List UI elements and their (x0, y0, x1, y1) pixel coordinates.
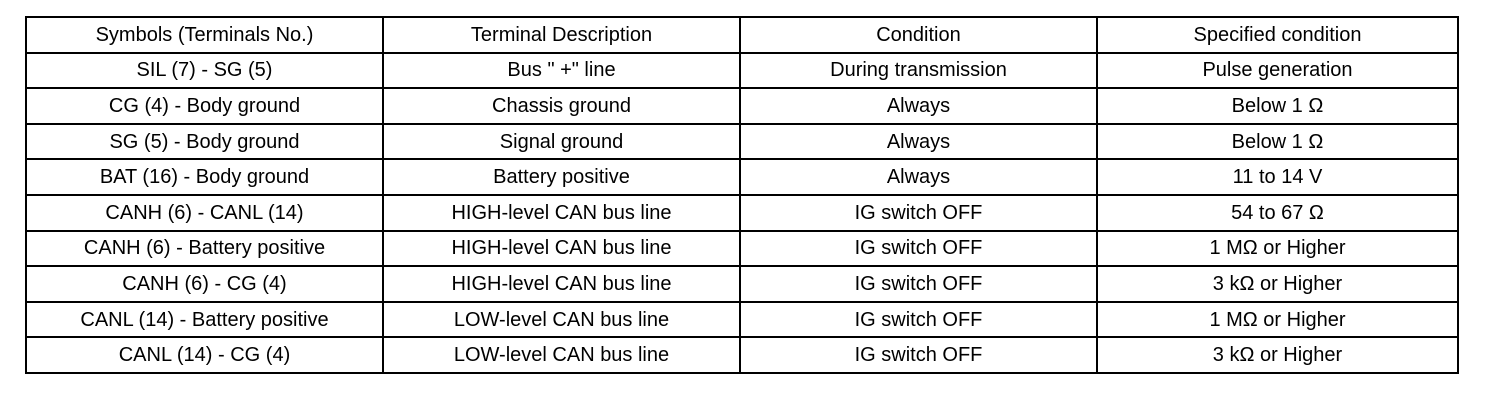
header-terminal-description: Terminal Description (383, 17, 740, 53)
cell-condition: IG switch OFF (740, 302, 1097, 338)
cell-terminal-description: HIGH-level CAN bus line (383, 231, 740, 267)
cell-specified-condition: Pulse generation (1097, 53, 1458, 89)
table-row (26, 53, 1458, 89)
cell-specified-condition: Below 1 Ω (1097, 88, 1458, 124)
cell-symbols: CANL (14) - CG (4) (26, 337, 383, 373)
table-row (26, 159, 1458, 195)
cell-symbols: SG (5) - Body ground (26, 124, 383, 160)
cell-condition: Always (740, 159, 1097, 195)
cell-terminal-description: HIGH-level CAN bus line (383, 266, 740, 302)
cell-condition: Always (740, 88, 1097, 124)
header-specified-condition: Specified condition (1097, 17, 1458, 53)
cell-symbols: SIL (7) - SG (5) (26, 53, 383, 89)
table-row (26, 231, 1458, 267)
cell-specified-condition: 54 to 67 Ω (1097, 195, 1458, 231)
header-condition: Condition (740, 17, 1097, 53)
cell-specified-condition: 11 to 14 V (1097, 159, 1458, 195)
cell-terminal-description: LOW-level CAN bus line (383, 337, 740, 373)
cell-symbols: BAT (16) - Body ground (26, 159, 383, 195)
cell-symbols: CG (4) - Body ground (26, 88, 383, 124)
cell-terminal-description: Bus " +" line (383, 53, 740, 89)
cell-specified-condition: 3 kΩ or Higher (1097, 266, 1458, 302)
cell-symbols: CANL (14) - Battery positive (26, 302, 383, 338)
table-row (26, 266, 1458, 302)
cell-specified-condition: 3 kΩ or Higher (1097, 337, 1458, 373)
cell-condition: IG switch OFF (740, 337, 1097, 373)
terminal-spec-table (25, 16, 1459, 374)
cell-terminal-description: Signal ground (383, 124, 740, 160)
cell-symbols: CANH (6) - CG (4) (26, 266, 383, 302)
header-symbols: Symbols (Terminals No.) (26, 17, 383, 53)
cell-condition: IG switch OFF (740, 195, 1097, 231)
table-row (26, 337, 1458, 373)
cell-specified-condition: Below 1 Ω (1097, 124, 1458, 160)
cell-symbols: CANH (6) - Battery positive (26, 231, 383, 267)
cell-terminal-description: LOW-level CAN bus line (383, 302, 740, 338)
table-row (26, 302, 1458, 338)
cell-condition: IG switch OFF (740, 266, 1097, 302)
cell-symbols: CANH (6) - CANL (14) (26, 195, 383, 231)
cell-terminal-description: HIGH-level CAN bus line (383, 195, 740, 231)
cell-specified-condition: 1 MΩ or Higher (1097, 302, 1458, 338)
cell-condition: IG switch OFF (740, 231, 1097, 267)
table-header-row (26, 17, 1458, 53)
cell-terminal-description: Chassis ground (383, 88, 740, 124)
cell-condition: Always (740, 124, 1097, 160)
cell-condition: During transmission (740, 53, 1097, 89)
table-row (26, 124, 1458, 160)
table-row (26, 88, 1458, 124)
cell-terminal-description: Battery positive (383, 159, 740, 195)
table-row (26, 195, 1458, 231)
cell-specified-condition: 1 MΩ or Higher (1097, 231, 1458, 267)
